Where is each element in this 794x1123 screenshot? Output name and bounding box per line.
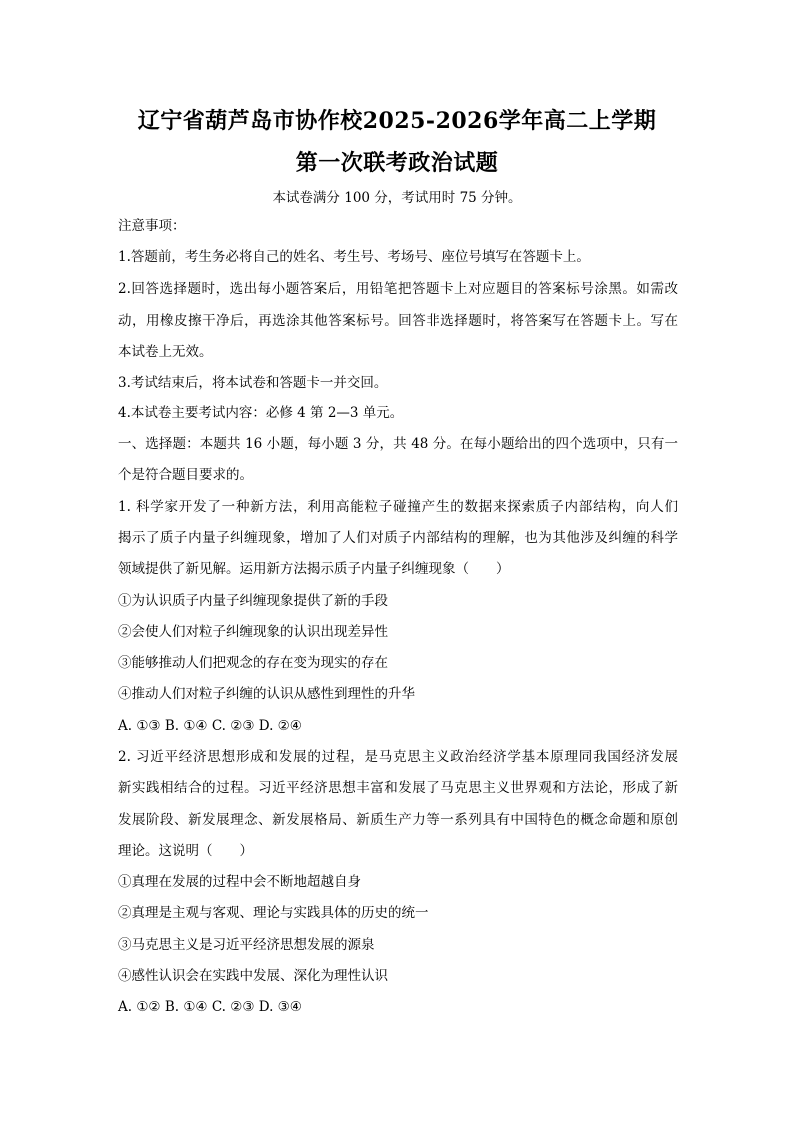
section1-intro-line2: 个是符合题目要求的。: [118, 467, 253, 483]
q1-option-4: ④推动人们对粒子纠缠的认识从感性到理性的升华: [118, 686, 415, 702]
q2-stem-line3: 发展阶段、新发展理念、新发展格局、新质生产力等一系列具有中国特色的概念命题和原创: [118, 812, 678, 828]
q2-stem-line2: 新实践相结合的过程。习近平经济思想丰富和发展了马克思主义世界观和方法论，形成了新: [118, 780, 678, 796]
q1-stem-line2: 揭示了质子内量子纠缠现象，增加了人们对质子内部结构的理解，也为其他涉及纠缠的科学: [118, 530, 678, 546]
notice-item-2-line2: 动，用橡皮擦干净后，再选涂其他答案标号。回答非选择题时，将答案写在答题卡上。写在: [118, 313, 678, 329]
exam-title-line2: 第一次联考政治试题: [295, 150, 499, 176]
q2-stem-line4: 理论。这说明（ ）: [118, 843, 253, 859]
notice-heading: 注意事项：: [118, 218, 186, 234]
q2-stem-line1: 2. 习近平经济思想形成和发展的过程，是马克思主义政治经济学基本原理同我国经济发展: [118, 749, 678, 765]
q1-stem-line1: 1. 科学家开发了一种新方法，利用高能粒子碰撞产生的数据来探索质子内部结构，向人们: [118, 499, 678, 515]
q1-choices: A. ①③ B. ①④ C. ②③ D. ②④: [118, 718, 302, 734]
notice-item-2-line3: 本试卷上无效。: [118, 344, 213, 360]
q1-option-3: ③能够推动人们把观念的存在变为现实的存在: [118, 655, 388, 671]
q2-option-1: ①真理在发展的过程中会不断地超越自身: [118, 874, 361, 890]
section1-intro-line1: 一、选择题：本题共 16 小题，每小题 3 分，共 48 分。在每小题给出的四个选项中，只有一: [118, 436, 678, 452]
q1-option-2: ②会使人们对粒子纠缠现象的认识出现差异性: [118, 624, 388, 640]
notice-item-1: 1.答题前，考生务必将自己的姓名、考生号、考场号、座位号填写在答题卡上。: [118, 249, 590, 265]
notice-item-3: 3.考试结束后，将本试卷和答题卡一并交回。: [118, 375, 388, 391]
q2-option-3: ③马克思主义是习近平经济思想发展的源泉: [118, 937, 375, 953]
q2-choices: A. ①② B. ①④ C. ②③ D. ③④: [118, 999, 302, 1015]
exam-title-line1: 辽宁省葫芦岛市协作校2025-2026学年高二上学期: [137, 108, 657, 134]
q2-option-2: ②真理是主观与客观、理论与实践具体的历史的统一: [118, 905, 429, 921]
q1-stem-line3: 领域提供了新见解。运用新方法揭示质子内量子纠缠现象（ ）: [118, 561, 510, 577]
exam-info: 本试卷满分 100 分，考试用时 75 分钟。: [272, 190, 522, 206]
notice-item-4: 4.本试卷主要考试内容：必修 4 第 2—3 单元。: [118, 405, 404, 421]
q1-option-1: ①为认识质子内量子纠缠现象提供了新的手段: [118, 593, 388, 609]
notice-item-2-line1: 2.回答选择题时，选出每小题答案后，用铅笔把答题卡上对应题目的答案标号涂黑。如需改: [118, 281, 678, 297]
q2-option-4: ④感性认识会在实践中发展、深化为理性认识: [118, 968, 388, 984]
